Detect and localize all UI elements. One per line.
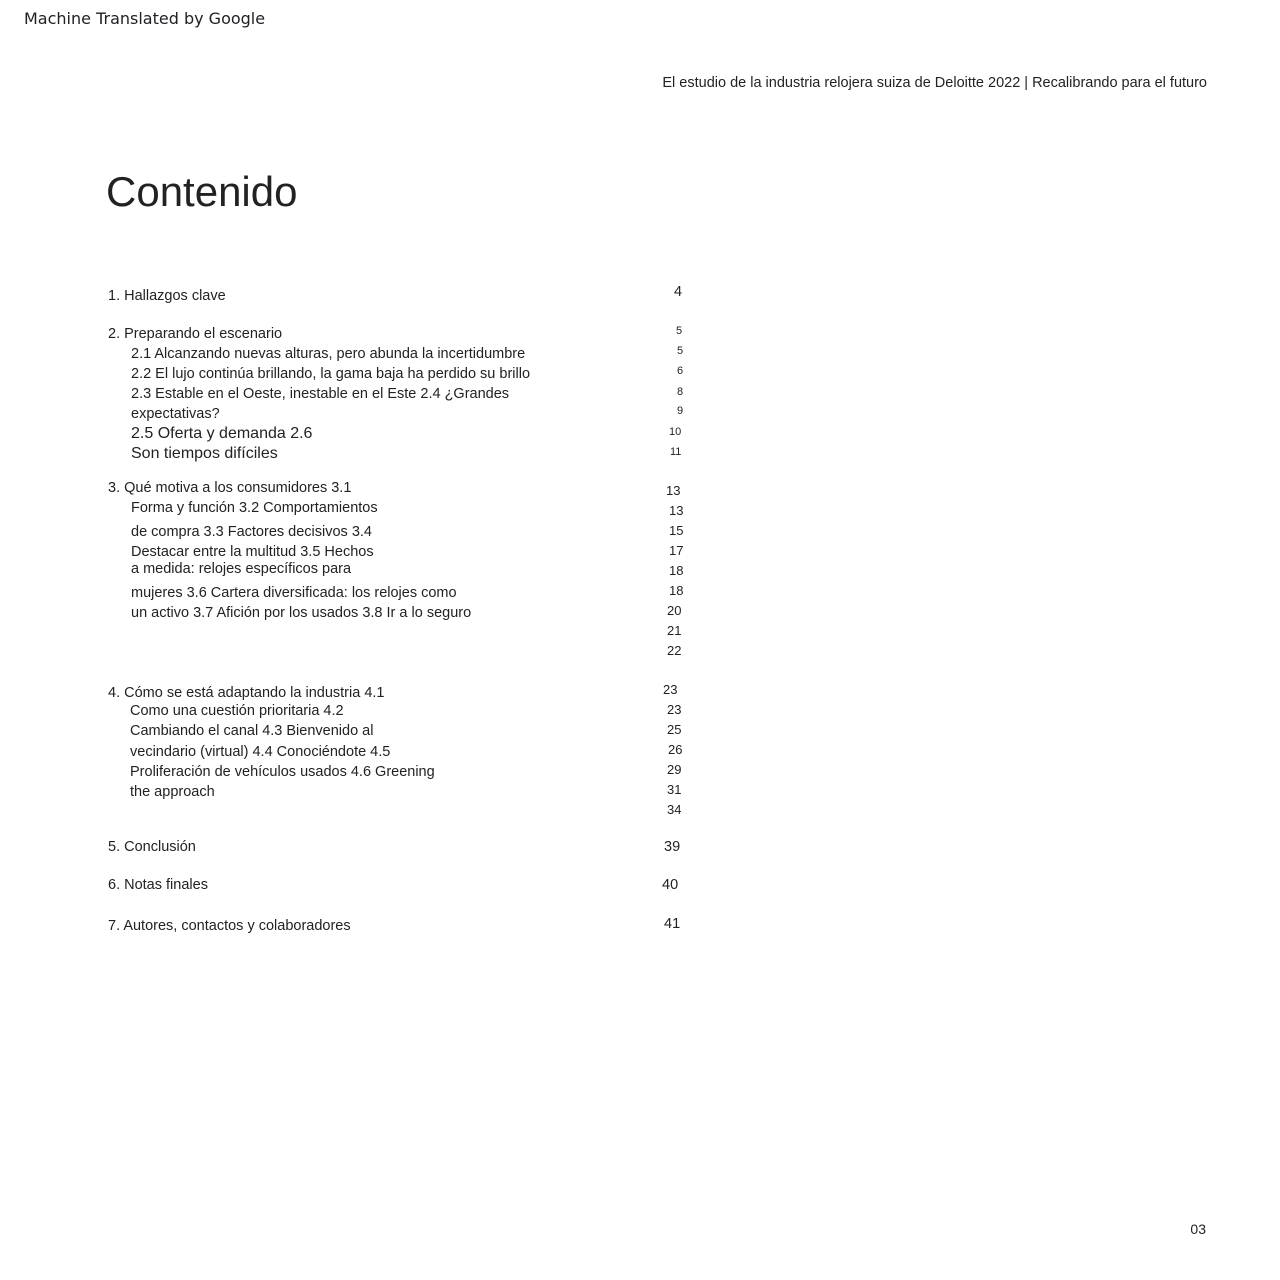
- toc-subsection[interactable]: Proliferación de vehículos usados 4.6 Greening: [130, 764, 435, 780]
- toc-page-number: 40: [662, 877, 679, 893]
- toc-page-number: 9: [677, 405, 684, 417]
- toc-page-number: 4: [674, 284, 683, 300]
- toc-section-4[interactable]: 4. Cómo se está adaptando la industria 4.1: [108, 685, 385, 701]
- toc-subsection[interactable]: Forma y función 3.2 Comportamientos: [131, 500, 378, 516]
- toc-subsection[interactable]: 2.5 Oferta y demanda 2.6: [131, 425, 313, 442]
- toc-section-2[interactable]: 2. Preparando el escenario: [108, 326, 283, 342]
- toc-page-number: 15: [669, 523, 684, 538]
- toc-page-number: 23: [663, 682, 678, 697]
- toc-page-number: 39: [664, 839, 681, 855]
- toc-page-number: 6: [677, 365, 684, 377]
- toc-subsection[interactable]: a medida: relojes específicos para: [131, 561, 352, 577]
- toc-subsection[interactable]: de compra 3.3 Factores decisivos 3.4: [131, 524, 372, 540]
- toc-subsection[interactable]: Son tiempos difíciles: [131, 445, 278, 462]
- toc-page-number: 26: [668, 742, 683, 757]
- toc-page-number: 10: [669, 426, 682, 438]
- toc-page-number: 11: [670, 446, 682, 458]
- toc-page-number: 8: [677, 386, 684, 398]
- toc-page-number: 18: [669, 563, 684, 578]
- machine-translation-banner: Machine Translated by Google: [24, 9, 266, 28]
- toc-subsection[interactable]: Destacar entre la multitud 3.5 Hechos: [131, 544, 374, 560]
- toc-page-number: 18: [669, 583, 684, 598]
- toc-subsection[interactable]: the approach: [130, 784, 215, 800]
- toc-page-number: 20: [667, 603, 682, 618]
- toc-section-7[interactable]: 7. Autores, contactos y colaboradores: [108, 918, 351, 934]
- toc-page-number: 29: [667, 762, 682, 777]
- toc-page-number: 25: [667, 722, 682, 737]
- toc-subsection[interactable]: 2.1 Alcanzando nuevas alturas, pero abunda la incertidumbre: [131, 346, 526, 362]
- toc-section-5[interactable]: 5. Conclusión: [108, 839, 196, 855]
- toc-section-3[interactable]: 3. Qué motiva a los consumidores 3.1: [108, 480, 352, 496]
- toc-section-1[interactable]: 1. Hallazgos clave: [108, 288, 226, 304]
- toc-page-number: 22: [667, 643, 682, 658]
- toc-page-number: 13: [669, 503, 684, 518]
- toc-page-number: 41: [664, 916, 681, 932]
- toc-page-number: 23: [667, 702, 682, 717]
- toc-page-number: 21: [667, 623, 682, 638]
- toc-page-number: 31: [667, 782, 682, 797]
- toc-page-number: 5: [677, 345, 684, 357]
- toc-subsection[interactable]: 2.3 Estable en el Oeste, inestable en el Este 2.4 ¿Grandes: [131, 386, 510, 402]
- toc-subsection[interactable]: expectativas?: [131, 406, 220, 422]
- toc-subsection[interactable]: Cambiando el canal 4.3 Bienvenido al: [130, 723, 374, 739]
- toc-subsection[interactable]: vecindario (virtual) 4.4 Conociéndote 4.5: [130, 744, 391, 760]
- running-header: El estudio de la industria relojera suiza de Deloitte 2022 | Recalibrando para el futuro: [662, 75, 1207, 91]
- page-title: Contenido: [106, 168, 298, 215]
- toc-subsection[interactable]: un activo 3.7 Afición por los usados 3.8 Ir a lo seguro: [131, 605, 472, 621]
- toc-subsection[interactable]: mujeres 3.6 Cartera diversificada: los relojes como: [131, 585, 457, 601]
- toc-page-number: 34: [667, 802, 682, 817]
- toc-page-number: 17: [669, 543, 684, 558]
- toc-subsection[interactable]: Como una cuestión prioritaria 4.2: [130, 703, 344, 719]
- toc-page-number: 5: [676, 325, 683, 337]
- toc-subsection[interactable]: 2.2 El lujo continúa brillando, la gama baja ha perdido su brillo: [131, 366, 531, 382]
- toc-section-6[interactable]: 6. Notas finales: [108, 877, 208, 893]
- toc-page-number: 13: [666, 483, 681, 498]
- page-number: 03: [1190, 1221, 1206, 1237]
